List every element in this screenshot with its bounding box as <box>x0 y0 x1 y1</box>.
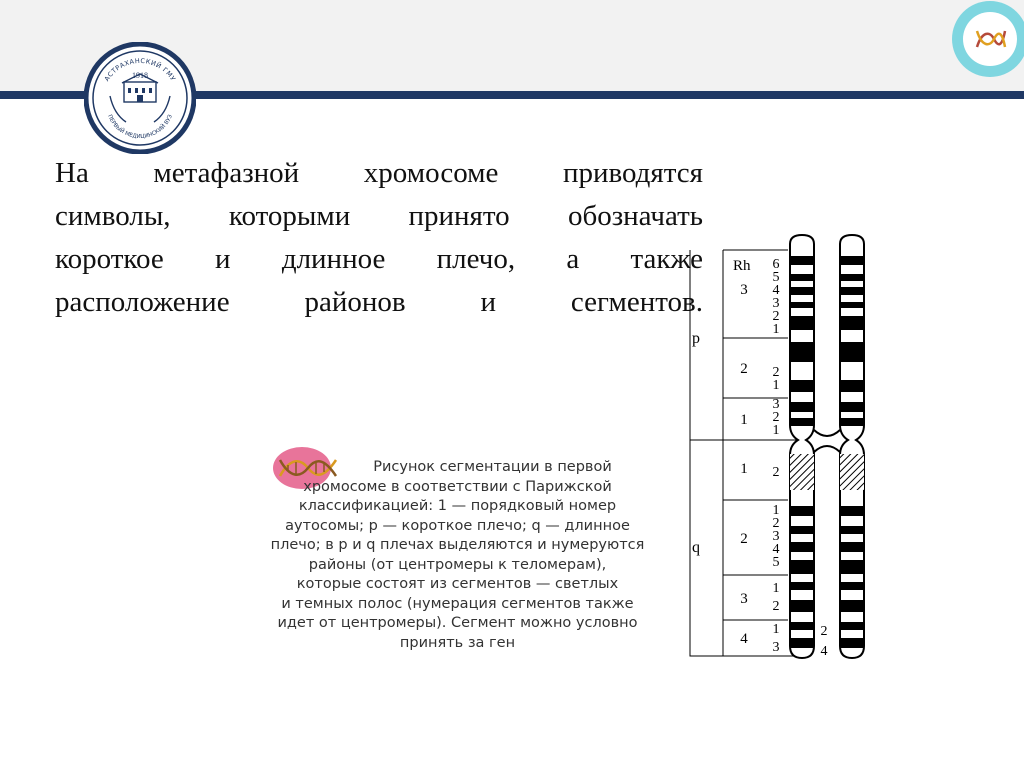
caption-line: и темных полос (нумерация сегментов также <box>281 595 634 612</box>
segment-label: 4 <box>820 644 828 659</box>
chromatid-right <box>840 235 864 658</box>
region-label: 2 <box>740 361 748 377</box>
segment-label: 2 <box>772 410 780 425</box>
caption-line: хромосоме в соответствии с Парижской <box>303 478 612 495</box>
region-label: 2 <box>740 531 748 547</box>
segment-label: 1 <box>772 322 780 337</box>
segment-label: 2 <box>772 365 780 380</box>
caption-line: которые состоят из сегментов — светлых <box>296 576 619 592</box>
chromatid-left <box>790 235 814 658</box>
segment-label: 3 <box>772 640 780 655</box>
segment-label: 4 <box>772 283 780 298</box>
segment-label: 1 <box>772 503 780 518</box>
caption-line: плечо; в р и q плечах выделяются и нумеруются <box>270 537 645 553</box>
region-label: 4 <box>740 631 748 647</box>
segment-label: 1 <box>772 378 780 393</box>
caption-line: классификацией: 1 — порядковый номер <box>298 498 617 514</box>
dna-badge-icon <box>946 1 1024 79</box>
logo-ring-text: АСТРАХАНСКИЙ ГМУ <box>102 56 178 83</box>
segment-label: 1 <box>772 622 780 637</box>
caption-line: принять за ген <box>399 634 516 651</box>
segment-label: 1 <box>772 581 780 596</box>
paragraph-line: символы, которыми принято обозначать <box>55 200 703 232</box>
university-logo <box>84 42 196 154</box>
segment-label: 3 <box>772 296 780 311</box>
caption-line: районы (от центромеры к теломерам), <box>308 556 607 573</box>
segment-label: 2 <box>772 309 780 324</box>
segment-label: 4 <box>772 542 780 557</box>
rh-label: Rh <box>733 258 751 274</box>
region-label: 3 <box>740 282 748 298</box>
arm-q-label: q <box>692 539 700 556</box>
figure-caption <box>250 458 665 653</box>
paragraph-line: На метафазной хромосоме приводятся <box>55 157 703 189</box>
region-label: 1 <box>740 412 748 428</box>
region-label: 3 <box>740 591 748 607</box>
caption-line: идет от центромеры). Сегмент можно условно <box>277 615 638 631</box>
logo-year: 1918 <box>132 71 148 80</box>
segment-label: 2 <box>772 516 780 531</box>
region-label: 1 <box>740 461 748 477</box>
logo-bottom-text: ПЕРВЫЙ МЕДИЦИНСКИЙ ВУЗ <box>106 113 174 141</box>
caption-line: Рисунок сегментации в первой <box>373 459 612 475</box>
paragraph-line: расположение районов и сегментов. <box>55 286 703 318</box>
segment-label: 2 <box>772 599 780 614</box>
segment-label: 3 <box>772 397 780 412</box>
segment-label: 1 <box>772 423 780 438</box>
segment-label: 5 <box>772 555 780 570</box>
centromere <box>814 430 840 452</box>
segment-label: 3 <box>772 529 780 544</box>
paragraph-line: короткое и длинное плечо, а также <box>55 243 703 275</box>
chromosome-segmentation-diagram <box>678 230 878 670</box>
caption-line: аутосомы; р — короткое плечо; q — длинное <box>285 517 630 534</box>
segment-label: 6 <box>772 257 780 272</box>
segment-label: 2 <box>772 465 780 480</box>
segment-label: 5 <box>772 270 780 285</box>
main-paragraph <box>55 152 703 324</box>
segment-label: 2 <box>820 624 828 639</box>
arm-p-label: p <box>692 330 700 347</box>
